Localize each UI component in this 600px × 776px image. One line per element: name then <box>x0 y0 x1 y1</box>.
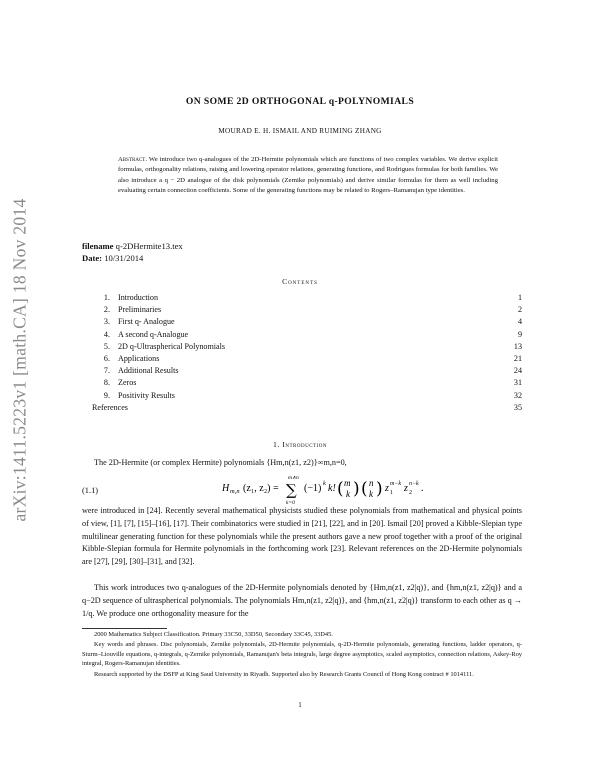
footnote-support: Research supported by the DSFP at King Saud University in Riyadh. Supported also by Research Grants Council of Hong Kong contract # 1014111. <box>94 671 474 678</box>
eq-z2: z <box>404 483 408 494</box>
toc-page: 9 <box>517 329 522 339</box>
eq-binom1-top: m <box>344 478 351 488</box>
toc-label: 2D q-Ultraspherical Polynomials <box>118 341 225 351</box>
paper-title: ON SOME 2D ORTHOGONAL q-POLYNOMIALS <box>185 96 415 107</box>
toc-page: 4 <box>517 317 522 327</box>
toc-page: 1 <box>517 293 522 302</box>
toc-page: 32 <box>513 390 522 400</box>
toc-item[interactable] <box>92 378 522 390</box>
eq-sum-upper: m∧n <box>288 475 299 481</box>
abstract <box>118 155 498 197</box>
toc-label: References <box>92 402 128 412</box>
toc-item[interactable] <box>92 317 522 329</box>
toc-label: Additional Results <box>118 366 179 376</box>
eq-binom2-top: n <box>369 478 374 488</box>
toc-num: 9. <box>103 390 110 400</box>
toc-label: First q- Analogue <box>118 317 175 327</box>
filename-label: filename <box>82 241 114 251</box>
intro-line: The 2D-Hermite (or complex Hermite) polynomials {Hm,n(z1, z2)}∞m,n=0, <box>94 458 347 467</box>
toc-label: Applications <box>118 353 160 363</box>
toc-num: 7. <box>103 366 110 376</box>
eq-lhs-args: (z₁, z₂) = <box>243 483 279 494</box>
section-heading: 1. Introduction <box>272 440 327 449</box>
intro-paragraph-1: were introduced in [24]. Recently several mathematical physicists studied these polynomials from mathematical and physical points of view, [1], [7], [15]–[16], [17]. Their combinatorics were studied in [21], [22], and in [20]. Ismail [20] proved a Kibble-Slepian type multilinear generating function for these polynomials while the present authors gave a new proof together with a proof of the original Kibble-Slepian formula for Hermite polynomials in the forthcoming work [23]. Relevant references on the 2D-Hermite polynomials are [27], [29], [30]–[31], and [32]. <box>82 506 522 567</box>
eq-binom2-bottom: k <box>369 489 373 499</box>
toc-num: 5. <box>103 341 110 351</box>
toc-num: 3. <box>103 317 110 327</box>
page-number: 1 <box>298 701 302 709</box>
eq-sign-exp: k <box>323 480 326 487</box>
eq-paren-open-2: ( <box>361 479 368 499</box>
toc-page: 2 <box>517 305 522 315</box>
eq-sum-lower: k=0 <box>286 500 295 506</box>
equation <box>222 472 452 509</box>
toc-item[interactable] <box>92 293 522 305</box>
date-value: 10/31/2014 <box>104 253 144 263</box>
filename-value: q-2DHermite13.tex <box>115 241 183 251</box>
toc-num: 2. <box>103 305 110 315</box>
toc-label: Positivity Results <box>118 390 175 400</box>
eq-lhs-sub: m,n <box>230 488 240 495</box>
date-label: Date: <box>82 253 103 263</box>
paper-authors: MOURAD E. H. ISMAIL AND RUIMING ZHANG <box>218 127 382 135</box>
intro-paragraph-2: This work introduces two q-analogues of the 2D-Hermite polynomials denoted by {Hm,n(z1, z2|q)}, and {hm,n(z1, z2|q)} and a q−2D sequence of ultraspherical polynomials. The polynomials Hm,n(z1, z2|q)}, and {hm,n(z1, z2|q)} transform to each other as q → 1/q. We produce one orthogonality measure for the <box>82 583 522 618</box>
footnote-rule <box>82 628 167 629</box>
eq-paren-close-1: ) <box>353 479 360 499</box>
toc-item[interactable] <box>92 354 522 366</box>
eq-period: . <box>421 483 424 494</box>
toc-item[interactable] <box>92 366 522 378</box>
toc-num: 6. <box>103 353 110 363</box>
toc-label: Zeros <box>118 378 137 388</box>
toc-item[interactable] <box>92 391 522 403</box>
toc-item[interactable] <box>92 330 522 342</box>
footnote-msc: 2000 Mathematics Subject Classification. Primary 33C50, 33D50, Secondary 33C45, 33D45. <box>94 631 333 638</box>
toc-num: 4. <box>103 329 110 339</box>
toc-page: 31 <box>513 378 522 388</box>
eq-z1-exp: m−k <box>390 481 402 487</box>
toc-page: 24 <box>513 366 522 376</box>
toc-page: 13 <box>513 341 522 351</box>
toc-num: 1. <box>103 293 110 302</box>
toc-label: Preliminaries <box>118 305 162 315</box>
equation-label: (1.1) <box>82 486 99 495</box>
abstract-label: Abstract. <box>118 156 148 163</box>
table-of-contents <box>92 293 522 415</box>
eq-sum-sign: ∑ <box>286 481 297 499</box>
toc-page: 21 <box>513 353 522 363</box>
eq-z2-exp: n−k <box>409 481 419 487</box>
arxiv-stamp-text: arXiv:1411.5223v1 [math.CA] 18 Nov 2014 <box>9 198 30 522</box>
file-meta <box>82 240 183 264</box>
eq-lhs-text: H <box>222 483 230 494</box>
eq-z2-sub: 2 <box>409 490 412 496</box>
arxiv-stamp <box>8 125 32 595</box>
toc-page: 35 <box>513 402 522 412</box>
toc-item[interactable] <box>92 342 522 354</box>
eq-paren-close-2: ) <box>376 479 383 499</box>
toc-label: A second q-Analogue <box>118 329 189 339</box>
eq-z1-sub: 1 <box>390 490 393 496</box>
equation-figure <box>222 472 452 506</box>
toc-num: 8. <box>103 378 110 388</box>
toc-item[interactable] <box>92 305 522 317</box>
eq-paren-open-1: ( <box>337 479 344 499</box>
eq-binom1-bottom: k <box>346 489 350 499</box>
eq-factorial: k! <box>328 483 336 494</box>
footnote-keywords: Key words and phrases. Disc polynomials, Zernike polynomials, 2D-Hermite polynomials, q-2D-Hermite polynomials, generating functions, ladder operators, q-Sturm–Liouville equations, q-integrals, q-Zernike polynomials, Ramanujan's beta integrals, large degree asymptotics, scaled asymptotics, connection relations, Askey-Roy integral, Rogers-Ramanujan identities. <box>82 641 522 668</box>
eq-z1: z <box>385 483 389 494</box>
contents-heading: Contents <box>282 277 318 286</box>
abstract-text: We introduce two q-analogues of the 2D-Hermite polynomials which are functions of two complex variables. We derive explicit formulas, orthogonality relations, raising and lowering operator relations, generating functions, and Rodrigues formulas for both families. We also introduce a q − 2D analogue of the disk polynomials (Zernike polynomials) and derive similar formulas for them as well including evaluating certain connection coefficients. Some of the generating functions may be related to Rogers–Ramanujan type identities. <box>118 156 498 195</box>
toc-label: Introduction <box>118 293 159 302</box>
eq-sign: (−1) <box>304 483 322 494</box>
toc-item[interactable] <box>92 403 522 415</box>
